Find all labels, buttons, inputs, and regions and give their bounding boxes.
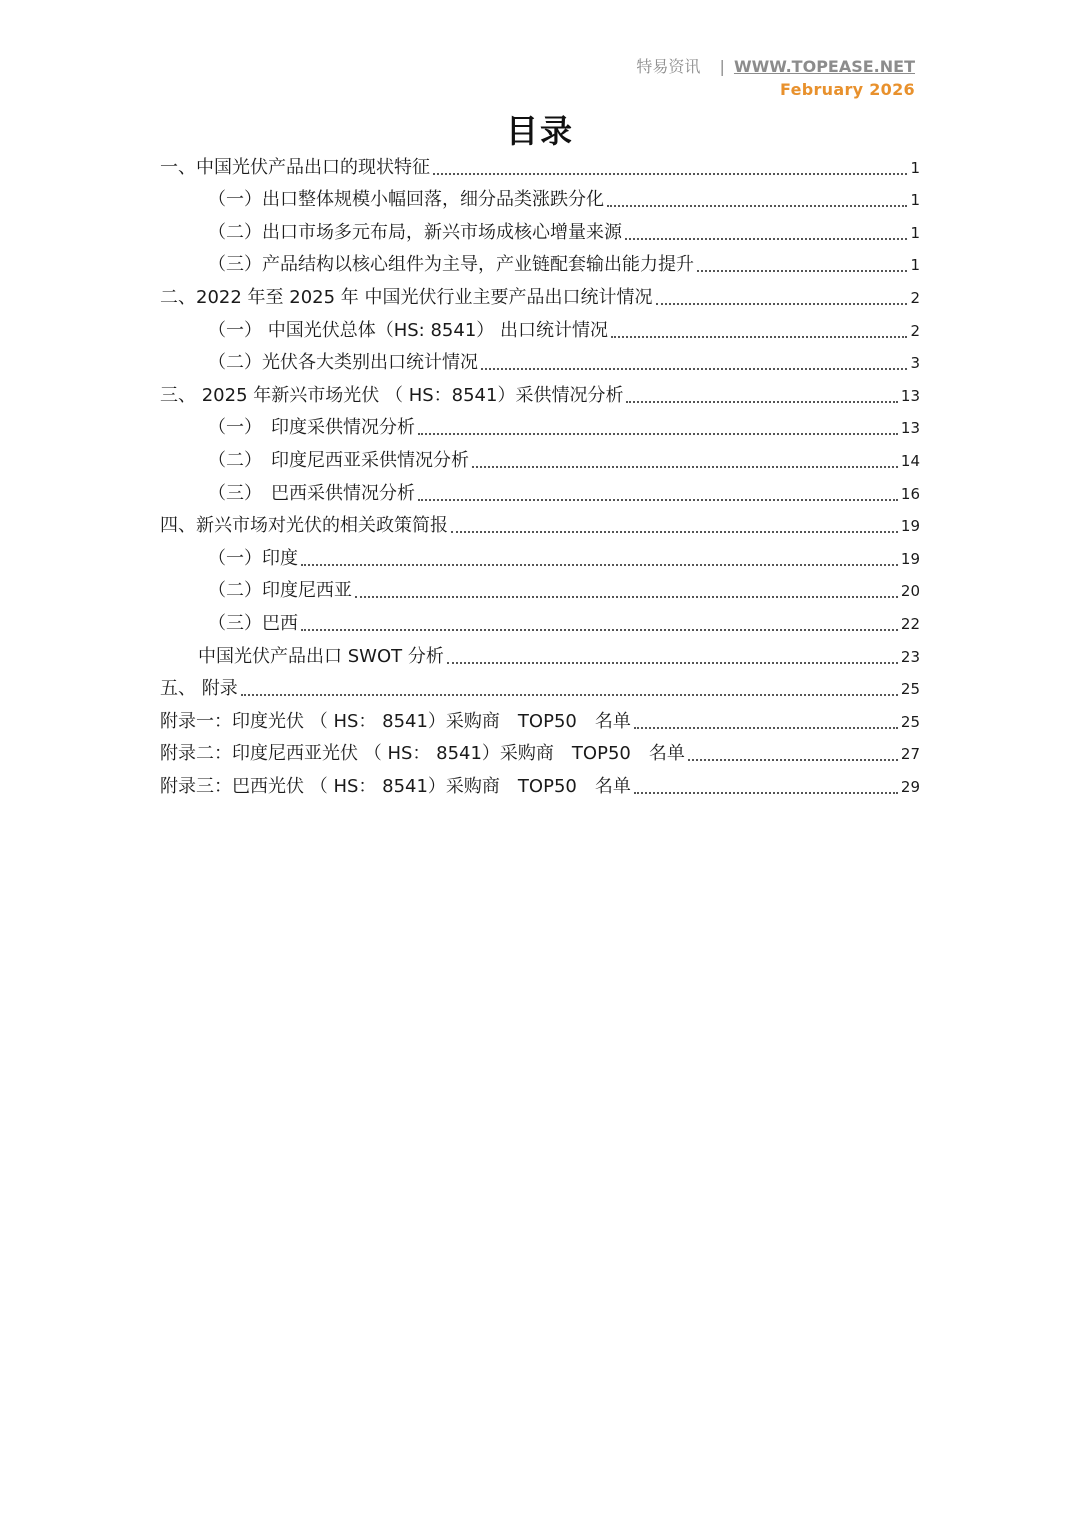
toc-entry-label: （一）出口整体规模小幅回落，细分品类涨跌分化 (208, 189, 604, 211)
toc-leader-dots (611, 336, 907, 338)
toc-entry-page-number: 20 (900, 582, 920, 601)
toc-leader-dots (418, 433, 898, 435)
toc-leader-dots (634, 792, 898, 794)
toc-entry-page-number: 13 (900, 386, 920, 405)
toc-entry-label: 二、2022 年至 2025 年 中国光伏行业主要产品出口统计情况 (160, 286, 653, 308)
toc-entry-label: （三）产品结构以核心组件为主导，产业链配套输出能力提升 (208, 254, 694, 276)
toc-entry-page-number: 1 (910, 256, 920, 275)
toc-entry-label: 五、 附录 (160, 678, 238, 700)
toc-entry-label: 附录一：印度光伏 （ HS： 8541）采购商 TOP50 名单 (160, 710, 631, 732)
toc-entry[interactable] (160, 541, 920, 574)
toc-entry-label: （二）光伏各大类别出口统计情况 (208, 352, 478, 374)
toc-leader-dots (481, 368, 907, 370)
toc-leader-dots (301, 629, 898, 631)
toc-entry-page-number: 22 (900, 614, 920, 633)
toc-entry-label: 四、新兴市场对光伏的相关政策简报 (160, 515, 448, 537)
toc-leader-dots (418, 499, 898, 501)
toc-entry-page-number: 13 (900, 419, 920, 438)
toc-leader-dots (355, 596, 898, 598)
toc-entry[interactable] (160, 476, 920, 509)
toc-leader-dots (656, 303, 908, 305)
toc-leader-dots (472, 466, 898, 468)
toc-entry-label: 中国光伏产品出口 SWOT 分析 (198, 645, 444, 667)
toc-entry-label: （二）出口市场多元布局，新兴市场成核心增量来源 (208, 221, 622, 243)
toc-entry-label: （三） 巴西采供情况分析 (208, 482, 415, 504)
toc-entry-label: 三、 2025 年新兴市场光伏 （ HS：8541）采供情况分析 (160, 384, 624, 406)
toc-entry-label: （一） 印度采供情况分析 (208, 417, 415, 439)
toc-entry[interactable] (160, 411, 920, 444)
brand-name: 特易资讯 (636, 57, 701, 76)
toc-entry-label: （三）巴西 (208, 612, 298, 634)
toc-entry[interactable] (160, 215, 920, 248)
toc-entry-page-number: 2 (910, 321, 920, 340)
toc-entry[interactable] (160, 639, 920, 672)
toc-leader-dots (451, 531, 898, 533)
toc-entry-page-number: 29 (900, 777, 920, 796)
toc-entry[interactable] (160, 346, 920, 379)
toc-entry[interactable] (160, 443, 920, 476)
toc-entry-page-number: 3 (910, 354, 920, 373)
toc-entry-label: 一、中国光伏产品出口的现状特征 (160, 156, 430, 178)
toc-leader-dots (241, 694, 898, 696)
toc-entry-page-number: 2 (910, 288, 920, 307)
toc-entry-page-number: 19 (900, 517, 920, 536)
toc-leader-dots (607, 205, 907, 207)
website-link[interactable]: WWW.TOPEASE.NET (733, 57, 915, 76)
toc-entry[interactable] (160, 769, 920, 802)
toc-entry-page-number: 1 (910, 191, 920, 210)
toc-entry[interactable] (160, 150, 920, 183)
toc-entry[interactable] (160, 378, 920, 411)
toc-entry[interactable] (160, 280, 920, 313)
toc-entry[interactable] (160, 183, 920, 216)
table-of-contents (160, 150, 920, 802)
header-separator: | (719, 57, 725, 76)
toc-entry-page-number: 25 (900, 712, 920, 731)
toc-entry[interactable] (160, 737, 920, 770)
toc-entry-page-number: 23 (900, 647, 920, 666)
toc-entry-label: （一）印度 (208, 547, 298, 569)
page-header (636, 56, 915, 102)
toc-entry-page-number: 1 (910, 158, 920, 177)
toc-entry[interactable] (160, 313, 920, 346)
header-date: February 2026 (780, 80, 915, 99)
toc-entry-page-number: 16 (900, 484, 920, 503)
toc-entry[interactable] (160, 574, 920, 607)
toc-entry-page-number: 27 (900, 745, 920, 764)
toc-entry-page-number: 14 (900, 451, 920, 470)
toc-title: 目录 (505, 112, 574, 150)
toc-entry[interactable] (160, 672, 920, 705)
toc-leader-dots (688, 759, 898, 761)
toc-leader-dots (301, 564, 898, 566)
toc-entry[interactable] (160, 606, 920, 639)
toc-entry[interactable] (160, 509, 920, 542)
toc-entry[interactable] (160, 704, 920, 737)
toc-entry[interactable] (160, 248, 920, 281)
toc-leader-dots (626, 401, 897, 403)
toc-entry-label: 附录三：巴西光伏 （ HS： 8541）采购商 TOP50 名单 (160, 775, 631, 797)
toc-leader-dots (634, 727, 898, 729)
toc-entry-label: 附录二：印度尼西亚光伏 （ HS： 8541）采购商 TOP50 名单 (160, 743, 685, 765)
header-brand-line (636, 56, 915, 78)
toc-entry-label: （二）印度尼西亚 (208, 580, 352, 602)
toc-leader-dots (447, 662, 898, 664)
toc-entry-page-number: 25 (900, 680, 920, 699)
toc-leader-dots (433, 173, 907, 175)
toc-leader-dots (625, 238, 907, 240)
toc-entry-page-number: 19 (900, 549, 920, 568)
toc-leader-dots (697, 270, 907, 272)
toc-entry-label: （一） 中国光伏总体（HS: 8541） 出口统计情况 (208, 319, 608, 341)
toc-entry-label: （二） 印度尼西亚采供情况分析 (208, 449, 469, 471)
toc-entry-page-number: 1 (910, 223, 920, 242)
